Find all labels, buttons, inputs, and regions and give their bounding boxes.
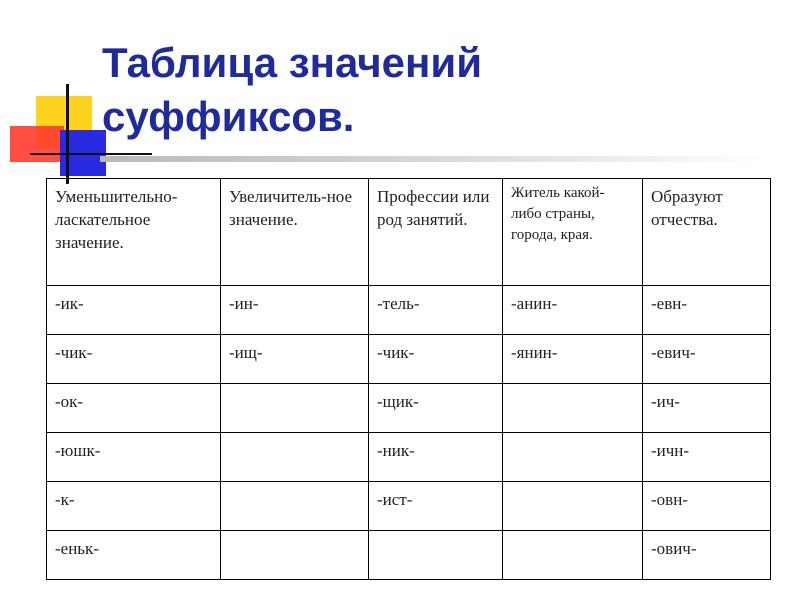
table-cell: -ичн-	[643, 433, 771, 482]
header-cell: Образуют отчества.	[643, 179, 771, 286]
table-cell: -щик-	[369, 384, 503, 433]
title-underline	[100, 156, 770, 162]
table-cell: -ович-	[643, 531, 771, 580]
decor-red-square	[10, 126, 64, 162]
table-cell	[221, 482, 369, 531]
table-row	[47, 384, 771, 433]
table-header-row	[47, 179, 771, 286]
table-cell	[369, 531, 503, 580]
table-cell: -ич-	[643, 384, 771, 433]
table-cell: -евн-	[643, 286, 771, 335]
header-cell: Житель какой-либо страны, города, края.	[503, 179, 643, 286]
decor-vertical-line	[66, 84, 69, 184]
table-cell	[503, 482, 643, 531]
table-row	[47, 286, 771, 335]
table-cell: -анин-	[503, 286, 643, 335]
table-cell: -ищ-	[221, 335, 369, 384]
table-cell: -евич-	[643, 335, 771, 384]
table-cell	[503, 384, 643, 433]
table-row	[47, 482, 771, 531]
table-cell: -ник-	[369, 433, 503, 482]
table-cell: -к-	[47, 482, 221, 531]
suffix-table	[46, 178, 771, 580]
header-cell: Профессии или род занятий.	[369, 179, 503, 286]
table-cell	[503, 531, 643, 580]
table-row	[47, 335, 771, 384]
decor-horizontal-line	[30, 153, 152, 155]
table-cell	[221, 433, 369, 482]
table-cell: -еньк-	[47, 531, 221, 580]
table-cell: -ист-	[369, 482, 503, 531]
header-cell: Увеличитель-ное значение.	[221, 179, 369, 286]
table-row	[47, 433, 771, 482]
table-cell	[221, 531, 369, 580]
header-cell: Уменьшительно-ласкательное значение.	[47, 179, 221, 286]
table-cell: -ик-	[47, 286, 221, 335]
table-cell: -юшк-	[47, 433, 221, 482]
table-cell: -янин-	[503, 335, 643, 384]
table-cell: -ин-	[221, 286, 369, 335]
table-cell: -тель-	[369, 286, 503, 335]
page-title: Таблица значений суффиксов.	[102, 39, 483, 140]
table-cell: -овн-	[643, 482, 771, 531]
table-cell: -ок-	[47, 384, 221, 433]
table-cell	[503, 433, 643, 482]
table-row	[47, 531, 771, 580]
table-cell: -чик-	[369, 335, 503, 384]
table-cell: -чик-	[47, 335, 221, 384]
table-cell	[221, 384, 369, 433]
